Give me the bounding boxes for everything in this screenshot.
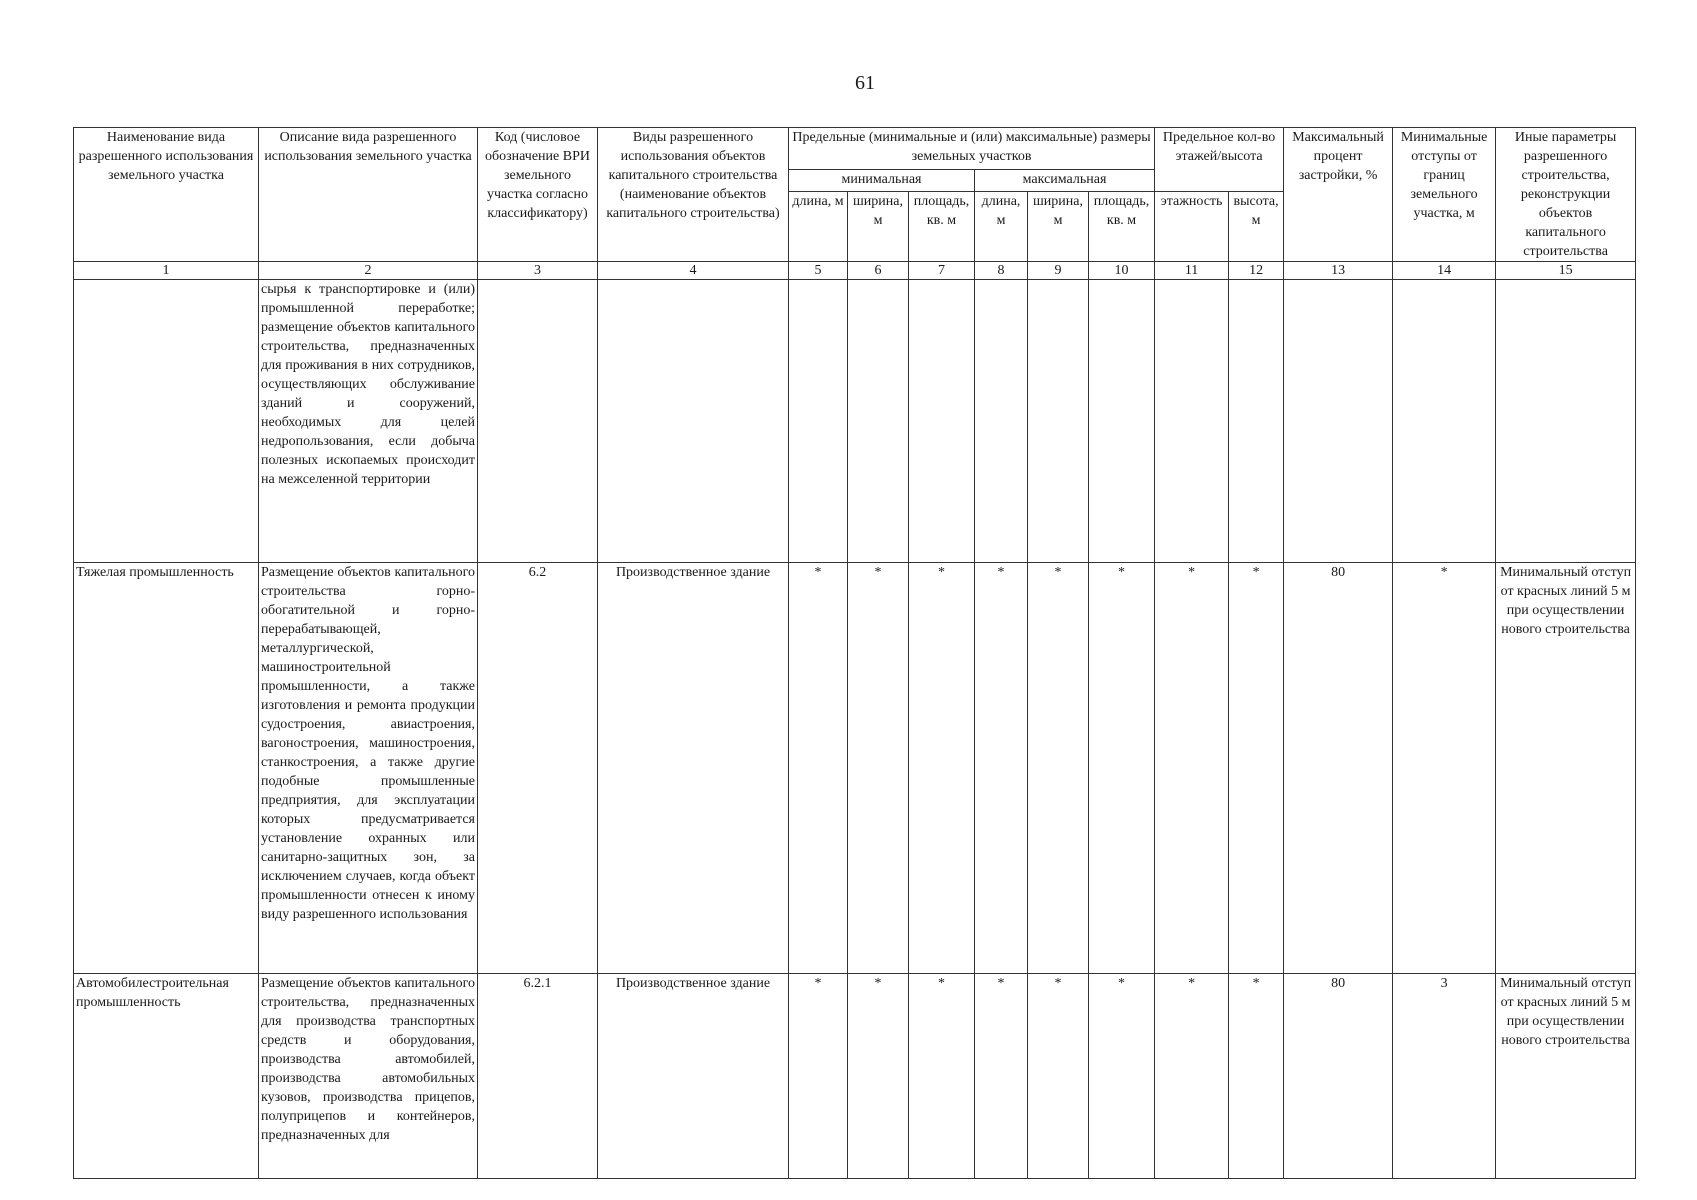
row-other-params: Минимальный отступ от красных линий 5 м при осуществлении нового строительства — [1496, 973, 1636, 1178]
row-min-width — [848, 280, 909, 563]
row-objects: Производственное здание — [598, 562, 789, 973]
column-number: 1 — [74, 262, 259, 280]
header-floors-height: Предельное кол-во этажей/высота — [1155, 128, 1284, 192]
column-number: 6 — [848, 262, 909, 280]
column-number: 9 — [1028, 262, 1089, 280]
column-number: 12 — [1229, 262, 1284, 280]
row-floors: * — [1155, 973, 1229, 1178]
row-floors: * — [1155, 562, 1229, 973]
table-row — [74, 562, 1636, 973]
header-min-area: площадь, кв. м — [909, 192, 975, 262]
column-number-row — [74, 262, 1636, 280]
row-max-area — [1089, 280, 1155, 563]
header-max-percent: Максимальный процент застройки, % — [1284, 128, 1393, 262]
column-number: 3 — [478, 262, 598, 280]
row-max-width: * — [1028, 973, 1089, 1178]
row-other-params: Минимальный отступ от красных линий 5 м при осуществлении нового строительства — [1496, 562, 1636, 973]
row-name — [74, 280, 259, 563]
row-code: 6.2.1 — [478, 973, 598, 1178]
row-name: Тяжелая промышленность — [74, 562, 259, 973]
header-max-width: ширина, м — [1028, 192, 1089, 262]
row-max-length — [975, 280, 1028, 563]
row-max-width: * — [1028, 562, 1089, 973]
header-code: Код (числовое обозначение ВРИ земельного участка согласно классификатору) — [478, 128, 598, 262]
row-max-percent: 80 — [1284, 562, 1393, 973]
header-minimum: минимальная — [789, 170, 975, 192]
column-number: 4 — [598, 262, 789, 280]
row-code — [478, 280, 598, 563]
header-max-length: длина, м — [975, 192, 1028, 262]
row-min-setback: * — [1393, 562, 1496, 973]
land-use-table — [73, 127, 1636, 1179]
row-min-length: * — [789, 562, 848, 973]
header-floors: этажность — [1155, 192, 1229, 262]
header-maximum: максимальная — [975, 170, 1155, 192]
row-objects: Производственное здание — [598, 973, 789, 1178]
column-number: 15 — [1496, 262, 1636, 280]
row-max-length: * — [975, 562, 1028, 973]
row-min-length: * — [789, 973, 848, 1178]
row-description: Размещение объектов капитального строительства, предназначенных для производства транспортных средств и оборудования, производства автомобилей, производства автомобильных кузовов, производства прицепов, полуприцепов и контейнеров, предназначенных для — [259, 973, 478, 1178]
column-number: 13 — [1284, 262, 1393, 280]
column-number: 2 — [259, 262, 478, 280]
row-code: 6.2 — [478, 562, 598, 973]
column-number: 10 — [1089, 262, 1155, 280]
row-max-area: * — [1089, 973, 1155, 1178]
row-objects — [598, 280, 789, 563]
row-min-length — [789, 280, 848, 563]
row-max-area: * — [1089, 562, 1155, 973]
header-min-width: ширина, м — [848, 192, 909, 262]
header-height: высота, м — [1229, 192, 1284, 262]
column-number: 14 — [1393, 262, 1496, 280]
column-number: 7 — [909, 262, 975, 280]
row-max-percent: 80 — [1284, 973, 1393, 1178]
header-min-setback: Минимальные отступы от границ земельного участка, м — [1393, 128, 1496, 262]
row-min-width: * — [848, 562, 909, 973]
row-min-width: * — [848, 973, 909, 1178]
page-number: 61 — [855, 72, 875, 94]
column-number: 5 — [789, 262, 848, 280]
row-max-width — [1028, 280, 1089, 563]
row-description: сырья к транспортировке и (или) промышленной переработке; размещение объектов капитального строительства, предназначенных для проживания в них сотрудников, осуществляющих обслуживание зданий и сооружений, необходимых для целей недропользования, если добыча полезных ископаемых происходит на межселенной территории — [259, 280, 478, 563]
row-height — [1229, 280, 1284, 563]
header-name: Наименование вида разрешенного использования земельного участка — [74, 128, 259, 262]
header-objects: Виды разрешенного использования объектов капитального строительства (наименование объектов капитального строительства) — [598, 128, 789, 262]
table-row — [74, 280, 1636, 563]
row-other-params — [1496, 280, 1636, 563]
row-floors — [1155, 280, 1229, 563]
row-min-area — [909, 280, 975, 563]
row-min-setback — [1393, 280, 1496, 563]
row-max-length: * — [975, 973, 1028, 1178]
row-name: Автомобилестроительная промышленность — [74, 973, 259, 1178]
header-plot-sizes: Предельные (минимальные и (или) максимальные) размеры земельных участков — [789, 128, 1155, 170]
row-description: Размещение объектов капитального строительства горно-обогатительной и горно-перерабатывающей, металлургической, машиностроительной промышленности, а также изготовления и ремонта продукции судостроения, авиастроения, вагоностроения, машиностроения, станкостроения, а также другие подобные промышленные предприятия, для эксплуатации которых предусматривается установление охранных или санитарно-защитных зон, за исключением случаев, когда объект промышленности отнесен к иному виду разрешенного использования — [259, 562, 478, 973]
header-min-length: длина, м — [789, 192, 848, 262]
header-max-area: площадь, кв. м — [1089, 192, 1155, 262]
header-description: Описание вида разрешенного использования земельного участка — [259, 128, 478, 262]
row-height: * — [1229, 562, 1284, 973]
column-number: 8 — [975, 262, 1028, 280]
row-min-area: * — [909, 562, 975, 973]
table-row — [74, 973, 1636, 1178]
row-min-area: * — [909, 973, 975, 1178]
row-max-percent — [1284, 280, 1393, 563]
row-min-setback: 3 — [1393, 973, 1496, 1178]
header-other-params: Иные параметры разрешенного строительства, реконструкции объектов капитального строительства — [1496, 128, 1636, 262]
column-number: 11 — [1155, 262, 1229, 280]
row-height: * — [1229, 973, 1284, 1178]
